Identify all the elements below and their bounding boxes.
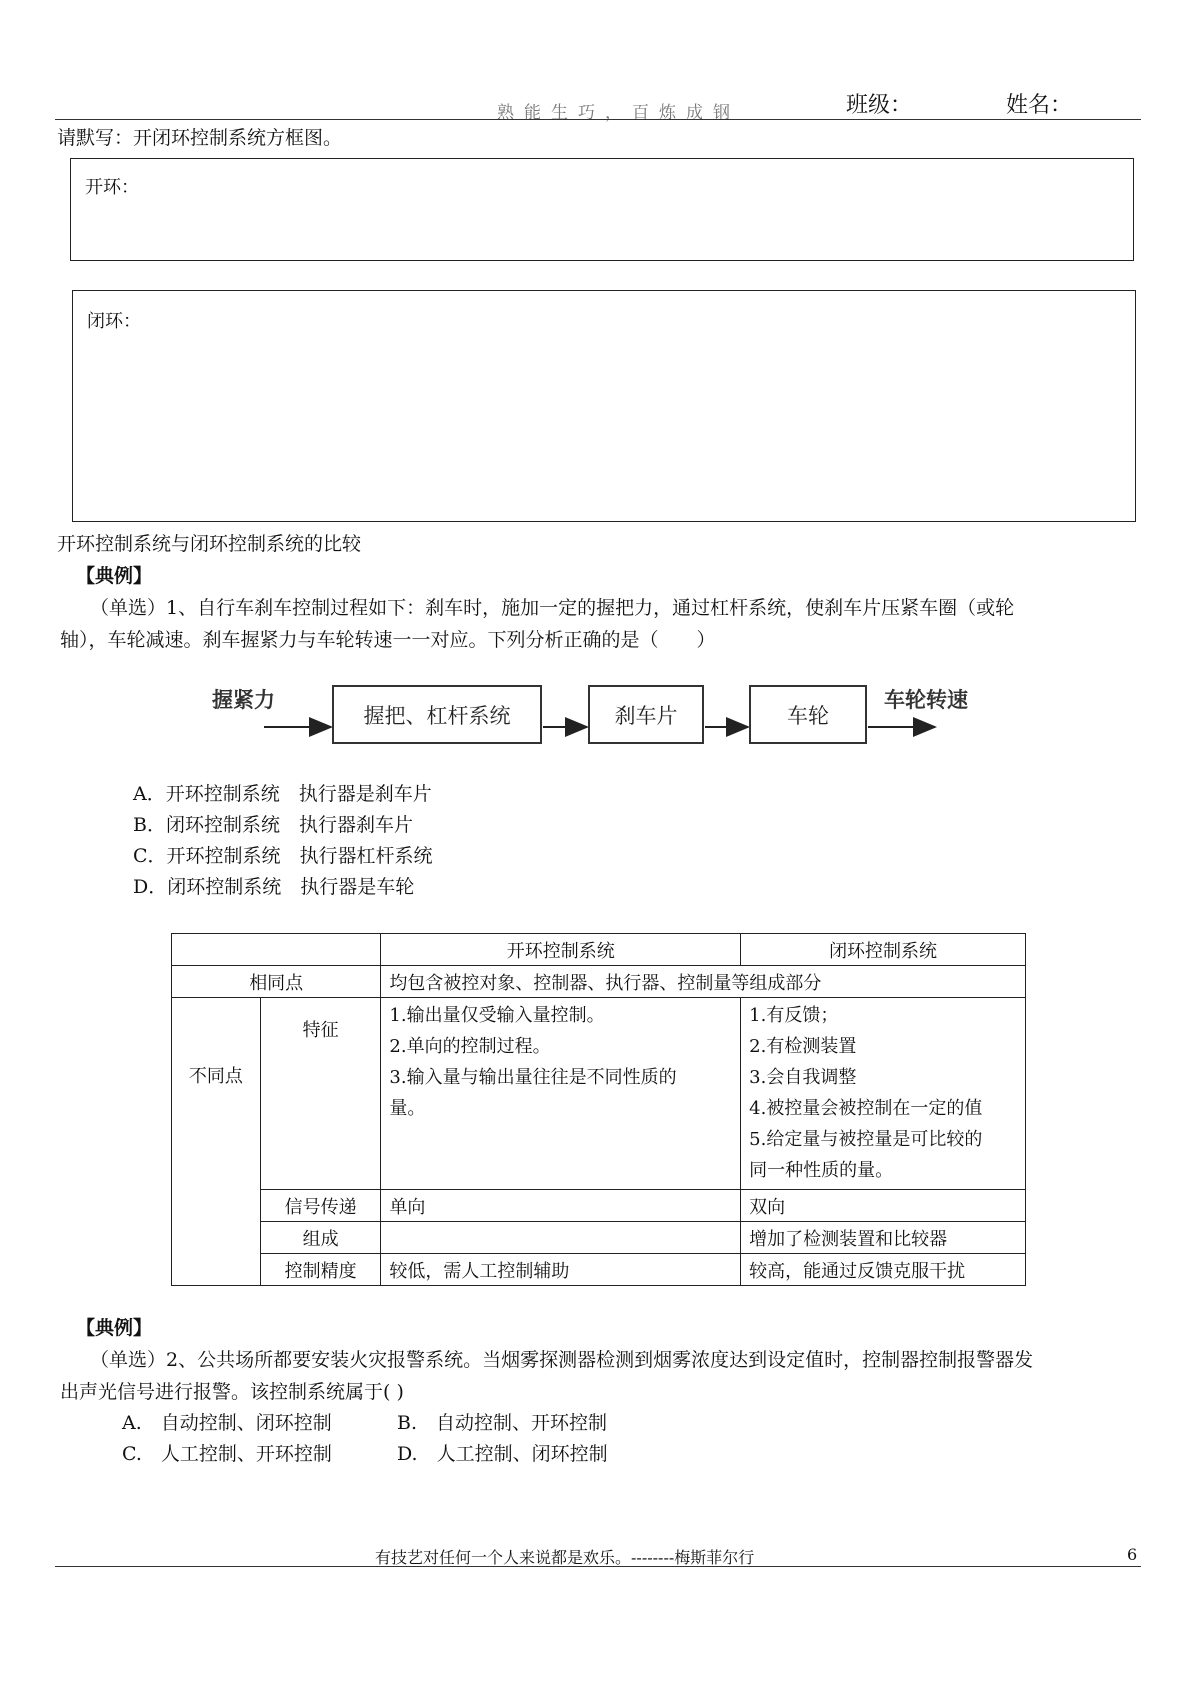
diff-label: 不同点: [172, 998, 261, 1286]
feature-closed: [741, 998, 1026, 1190]
feature-label-text: 特征: [302, 1020, 339, 1041]
table-row: [172, 1222, 1026, 1254]
feature-open-line: 3.输入量与输出量往往是不同性质的: [389, 1067, 677, 1088]
option-2-a: A. 自动控制、闭环控制: [122, 1412, 332, 1434]
option-2-d: D. 人工控制、闭环控制: [397, 1443, 608, 1465]
open-loop-label: 开环：: [85, 177, 139, 198]
feature-open-line: 2.单向的控制过程。: [389, 1036, 551, 1057]
option-2-b: B. 自动控制、开环控制: [397, 1412, 608, 1434]
feature-closed-line: 5.给定量与被控量是可比较的: [749, 1129, 983, 1150]
composition-label: 组成: [260, 1222, 381, 1254]
diagram-block-handle-lever: 握把、杠杆系统: [332, 685, 542, 744]
feature-closed-line: 同一种性质的量。: [749, 1160, 894, 1181]
class-label: 班级：: [846, 93, 913, 118]
precision-open: 较低，需人工控制辅助: [381, 1254, 741, 1286]
signal-closed: 双向: [741, 1190, 1026, 1222]
table-row: [172, 998, 1026, 1190]
closed-loop-label: 闭环：: [87, 311, 141, 332]
feature-open-line: 1.输出量仅受输入量控制。: [389, 1005, 605, 1026]
question-1-line-2: 轴），车轮减速。刹车握紧力与车轮转速一一对应。下列分析正确的是（ ）: [60, 629, 716, 651]
signal-label: 信号传递: [260, 1190, 381, 1222]
option-d: D．闭环控制系统 执行器是车轮: [133, 876, 415, 898]
example-tag: 【典例】: [76, 565, 153, 587]
question-2-line-1: （单选）2、公共场所都要安装火灾报警系统。当烟雾探测器检测到烟雾浓度达到设定值时，控制器控制报警器发: [90, 1349, 1034, 1371]
comparison-title: 开环控制系统与闭环控制系统的比较: [57, 533, 362, 555]
feature-closed-line: 1.有反馈；: [749, 1005, 839, 1026]
composition-open: [381, 1222, 741, 1254]
option-c: C．开环控制系统 执行器杠杆系统: [133, 845, 433, 867]
feature-label: [260, 998, 381, 1190]
header-motto: 熟能生巧，百炼成钢: [497, 103, 740, 123]
feature-closed-line: 4.被控量会被控制在一定的值: [749, 1098, 983, 1119]
question-1-line-1: （单选）1、自行车刹车控制过程如下：刹车时，施加一定的握把力，通过杠杆系统，使刹车片压紧车圈（或轮: [90, 597, 1015, 619]
feature-closed-line: 3.会自我调整: [749, 1067, 857, 1088]
option-b: B．闭环控制系统 执行器刹车片: [133, 814, 413, 836]
signal-open: 单向: [381, 1190, 741, 1222]
footer-quote: 有技艺对任何一个人来说都是欢乐。--------梅斯菲尔行: [375, 1548, 755, 1567]
table-row: [172, 1190, 1026, 1222]
name-label: 姓名：: [1006, 93, 1073, 118]
comparison-table: [171, 933, 1026, 1286]
feature-closed-line: 2.有检测装置: [749, 1036, 857, 1057]
question-2: [60, 1344, 1140, 1408]
example-2-tag: 【典例】: [76, 1317, 153, 1339]
option-2-c: C. 人工控制、开环控制: [122, 1443, 332, 1465]
diagram-block-wheel: 车轮: [749, 685, 867, 744]
footer-rule: [55, 1566, 1141, 1567]
feature-open-line: 量。: [389, 1098, 426, 1119]
table-row: [172, 1254, 1026, 1286]
precision-closed: 较高，能通过反馈克服干扰: [741, 1254, 1026, 1286]
option-a: A．开环控制系统 执行器是刹车片: [133, 783, 432, 805]
table-row: [172, 966, 1026, 998]
question-2-line-2: 出声光信号进行报警。该控制系统属于( ): [60, 1381, 404, 1403]
same-text: 均包含被控对象、控制器、执行器、控制量等组成部分: [381, 966, 1026, 998]
header-closed: 闭环控制系统: [741, 934, 1026, 966]
task-instruction: 请默写：开闭环控制系统方框图。: [57, 127, 343, 149]
diagram-output-label: 车轮转速: [884, 688, 968, 712]
table-corner: [172, 934, 381, 966]
diagram-input-label: 握紧力: [212, 688, 275, 712]
page-number: 6: [1127, 1545, 1138, 1564]
diagram-arrows: [0, 0, 1191, 800]
table-row: [172, 934, 1026, 966]
diagram-block-brake-pad: 刹车片: [588, 685, 704, 744]
composition-closed: 增加了检测装置和比较器: [741, 1222, 1026, 1254]
header-open: 开环控制系统: [381, 934, 741, 966]
feature-open: [381, 998, 741, 1190]
precision-label: 控制精度: [260, 1254, 381, 1286]
same-label: 相同点: [172, 966, 381, 998]
